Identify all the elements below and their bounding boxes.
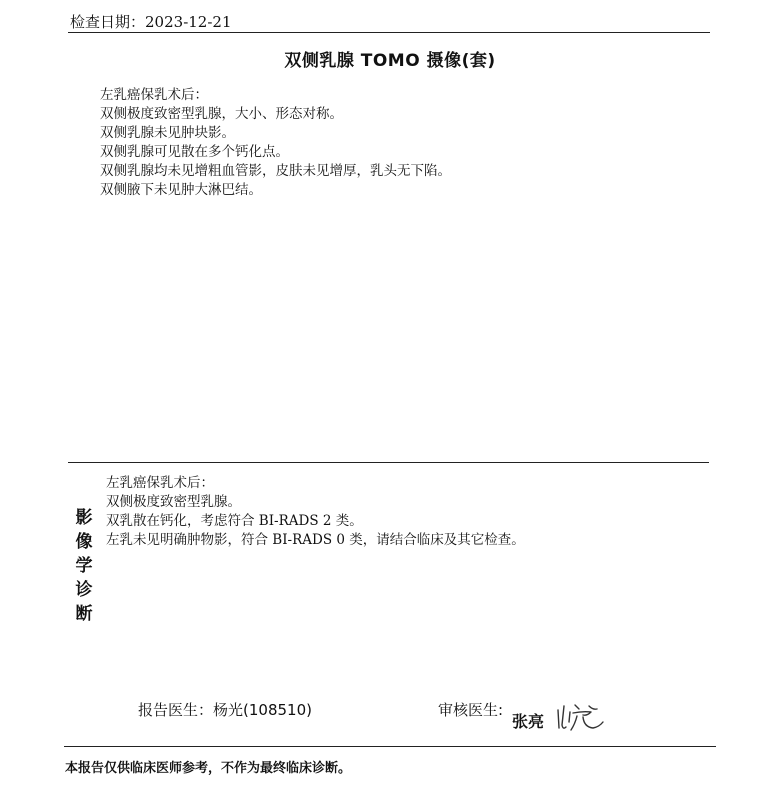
header-divider [68,32,710,33]
impression-line: 左乳癌保乳术后： [106,475,214,491]
findings-line: 双侧乳腺未见肿块影。 [100,125,235,141]
reporter [138,699,312,720]
reviewer-name: 张亮 [512,712,545,731]
findings-line: 左乳癌保乳术后： [100,87,208,103]
impression-line: 双侧极度致密型乳腺。 [106,494,241,510]
exam-date-value: 2023-12-21 [145,13,232,31]
exam-date [70,11,232,32]
findings-line: 双侧乳腺可见散在多个钙化点。 [100,144,289,160]
report-title: 双侧乳腺 TOMO 摄像(套) [284,51,496,71]
findings-line: 双侧乳腺均未见增粗血管影，皮肤未见增厚，乳头无下陷。 [100,163,451,179]
impression-line: 双乳散在钙化，考虑符合 BI-RADS 2 类。 [106,513,363,529]
reviewer-label: 审核医生: [438,701,504,719]
reviewer-signature [553,700,613,734]
impression-line: 左乳未见明确肿物影，符合 BI-RADS 0 类，请结合临床及其它检查。 [106,532,525,548]
findings-section [100,86,451,200]
impression-label-char: 诊 [75,580,93,600]
impression-divider [68,462,709,463]
findings-line: 双侧极度致密型乳腺，大小、形态对称。 [100,106,343,122]
impression-label-char: 学 [75,556,93,576]
reporter-name: 杨光(108510) [213,701,312,719]
reporter-label: 报告医生： [138,701,214,719]
impression-section [106,474,525,550]
footer-divider [64,746,716,747]
exam-date-label: 检查日期： [70,13,146,31]
impression-label-char: 断 [75,604,93,624]
impression-label [72,506,96,626]
impression-label-char: 像 [75,532,93,552]
findings-line: 双侧腋下未见肿大淋巴结。 [100,182,262,198]
disclaimer: 本报告仅供临床医师参考，不作为最终临床诊断。 [65,761,352,776]
impression-label-char: 影 [75,508,93,528]
